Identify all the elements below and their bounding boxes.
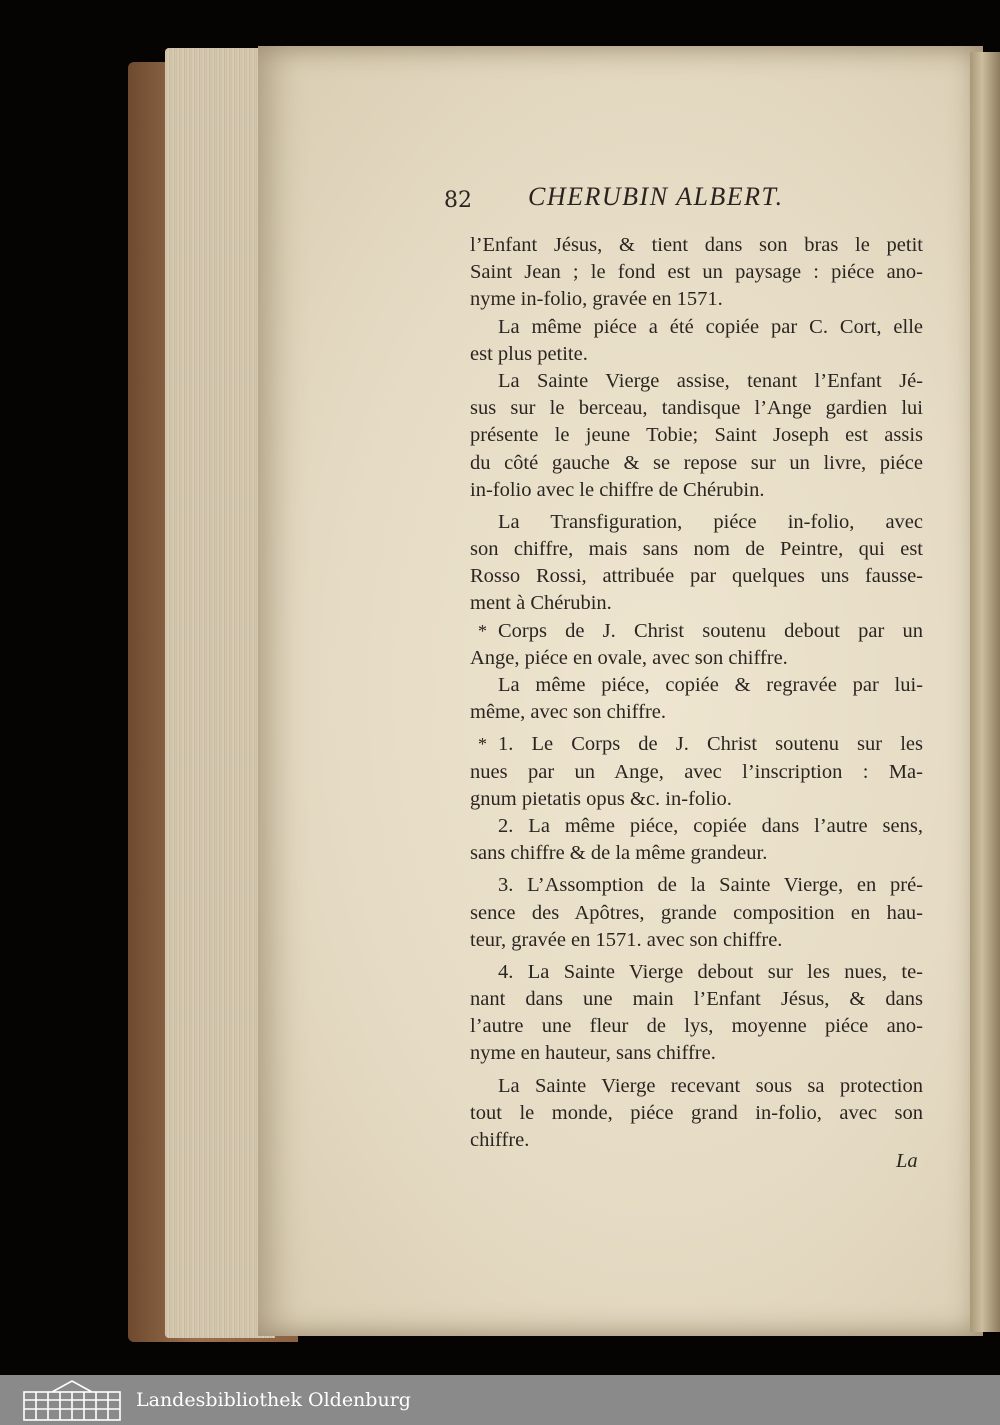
text-line — [470, 368, 923, 395]
text-line-content: Saint Jean ; le fond est un paysage : piéce ano- — [470, 261, 923, 284]
text-line-content: La même piéce, copiée & regravée par lui- — [498, 674, 923, 696]
text-line — [470, 590, 923, 617]
text-line — [470, 959, 923, 986]
text-line — [470, 986, 923, 1013]
text-line-content: tout le monde, piéce grand in-folio, avec son — [470, 1101, 923, 1124]
text-line-content: 4. La Sainte Vierge debout sur les nues, te- — [498, 960, 923, 983]
text-line — [470, 422, 923, 449]
text-line — [470, 341, 923, 368]
text-line — [470, 645, 923, 672]
text-line-content: La Transfiguration, piéce in-folio, avec — [498, 510, 923, 533]
library-building-logo — [22, 1378, 122, 1422]
text-line — [470, 672, 923, 699]
text-line-content: même, avec son chiffre. — [470, 701, 666, 724]
text-line — [470, 731, 923, 758]
facing-page-edge — [970, 52, 1000, 1332]
text-line-content: présente le jeune Tobie; Saint Joseph est assis — [470, 424, 923, 447]
text-line-content: La Sainte Vierge assise, tenant l’Enfant Jé- — [498, 369, 923, 392]
text-line-content: chiffre. — [470, 1129, 530, 1151]
text-line-content: 3. L’Assomption de la Sainte Vierge, en pré- — [498, 874, 923, 897]
text-line-content: La Sainte Vierge recevant sous sa protection — [498, 1074, 923, 1097]
text-line-content: La même piéce a été copiée par C. Cort, elle — [498, 315, 923, 338]
text-line — [470, 1073, 923, 1100]
text-line-content: son chiffre, mais sans nom de Peintre, qui est — [470, 538, 923, 561]
asterisk-mark: * — [478, 620, 487, 641]
text-line-content: nues par un Ange, avec l’inscription : Ma- — [470, 760, 923, 783]
text-line — [470, 1127, 923, 1154]
text-line — [470, 477, 923, 504]
text-line — [470, 1100, 923, 1127]
text-line — [470, 840, 923, 867]
text-line — [470, 699, 923, 726]
text-line-content: du côté gauche & se repose sur un livre, piéce — [470, 451, 923, 474]
text-line-content: nant dans une main l’Enfant Jésus, & dans — [470, 988, 923, 1011]
text-line — [470, 314, 923, 341]
text-line-content: l’autre une fleur de lys, moyenne piéce ano- — [470, 1015, 923, 1038]
text-line-content: gnum pietatis opus &c. in-folio. — [470, 787, 732, 810]
text-line-content: sence des Apôtres, grande composition en hau- — [470, 901, 923, 924]
asterisk-mark: * — [478, 734, 487, 755]
text-line — [470, 232, 923, 259]
text-line-content: l’Enfant Jésus, & tient dans son bras le petit — [470, 234, 923, 256]
text-line-content: nyme en hauteur, sans chiffre. — [470, 1042, 716, 1065]
text-line — [470, 927, 923, 954]
running-head: CHERUBIN ALBERT. — [528, 182, 784, 211]
library-name: Landesbibliothek Oldenburg — [136, 1389, 411, 1411]
text-line — [470, 872, 923, 899]
text-line — [470, 900, 923, 927]
text-line — [470, 259, 923, 286]
page-number: 82 — [444, 188, 472, 213]
text-line-content: est plus petite. — [470, 342, 588, 365]
text-line — [470, 1040, 923, 1067]
text-line — [470, 395, 923, 422]
text-line-content: 2. La même piéce, copiée dans l’autre sens, — [498, 814, 923, 837]
text-line — [470, 286, 923, 313]
text-line-content: ment à Chérubin. — [470, 592, 612, 615]
text-line-content: sans chiffre & de la même grandeur. — [470, 842, 768, 865]
text-line-content: teur, gravée en 1571. avec son chiffre. — [470, 928, 783, 951]
text-line — [470, 509, 923, 536]
text-line — [470, 450, 923, 477]
text-line-content: nyme in-folio, gravée en 1571. — [470, 288, 723, 311]
catchword: La — [896, 1150, 918, 1172]
text-line — [470, 759, 923, 786]
text-line — [470, 813, 923, 840]
text-line-content: Ange, piéce en ovale, avec son chiffre. — [470, 646, 788, 669]
footer-bar — [0, 1375, 1000, 1425]
text-line — [470, 563, 923, 590]
text-line-content: in-folio avec le chiffre de Chérubin. — [470, 478, 765, 501]
text-line — [470, 618, 923, 645]
body-text — [470, 232, 923, 1154]
text-line-content: 1. Le Corps de J. Christ soutenu sur les — [498, 733, 923, 756]
text-line-content: Corps de J. Christ soutenu debout par un — [498, 619, 923, 642]
text-line-content: Rosso Rossi, attribuée par quelques uns fausse- — [470, 565, 923, 588]
text-line — [470, 1013, 923, 1040]
text-line — [470, 536, 923, 563]
text-line — [470, 786, 923, 813]
text-line-content: sus sur le berceau, tandisque l’Ange gardien lui — [470, 397, 923, 420]
